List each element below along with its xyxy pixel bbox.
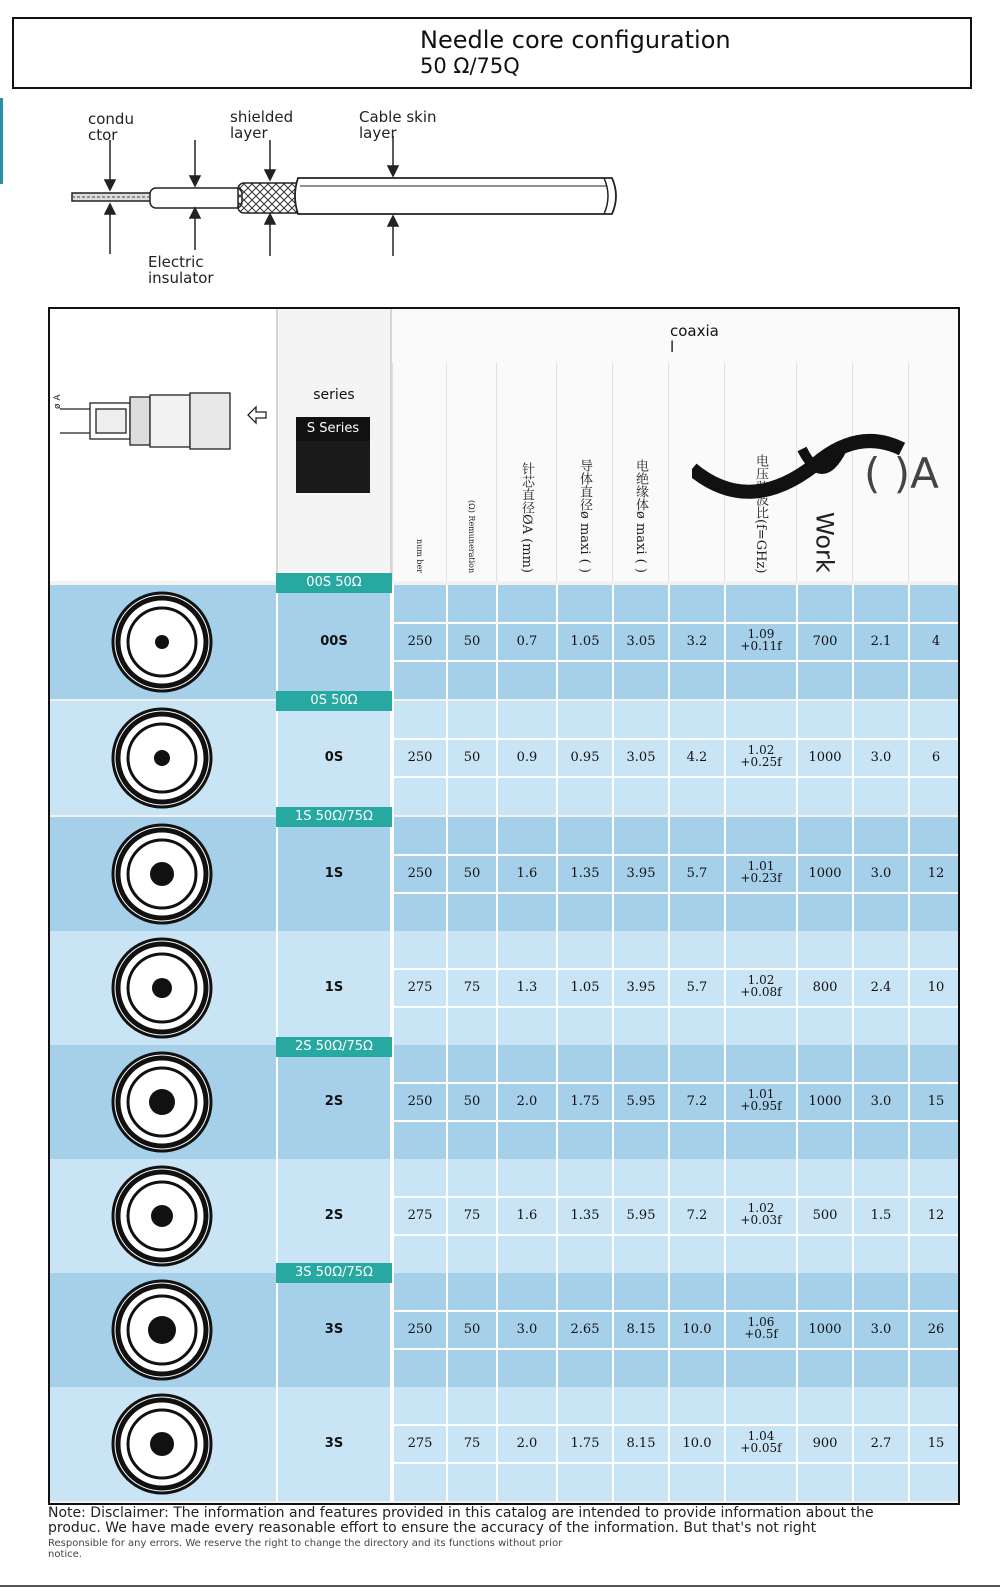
data-cell [724,1273,796,1387]
cell-value: 10 [927,980,945,995]
vswr-slope: +0.23f [740,871,782,885]
cell-value: 7.2 [686,1094,708,1109]
data-cell [908,1387,960,1501]
data-cell [724,1387,796,1501]
data-cell [796,585,852,699]
cell-value: 500 [812,1208,838,1223]
coax-cross-section-icon [50,1159,276,1273]
cell-value: 1.3 [516,980,538,995]
data-cell [556,1273,612,1387]
series-cell [276,931,392,1045]
data-cell [496,1273,556,1387]
coaxial-header [392,309,960,581]
data-cell [612,1159,668,1273]
coax-cross-section-icon [50,1045,276,1159]
column-header-label: 导体直径ø maxi ( ) [577,459,592,573]
cell-value: 5.95 [626,1208,656,1223]
data-cell [908,817,960,931]
vswr-value: 1.04 [747,1429,775,1443]
cell-value: 3.95 [626,980,656,995]
vswr-value: 1.06 [747,1315,775,1329]
coax-cross-section-icon [50,931,276,1045]
cell-value: 15 [927,1436,945,1451]
cell-value: 1000 [808,1322,842,1337]
data-cell [668,585,724,699]
cell-value: 1.35 [570,1208,600,1223]
series-cell [276,1159,392,1273]
data-cell [796,1045,852,1159]
table-row [50,585,960,699]
data-cell [852,1159,908,1273]
table-row [50,1387,960,1501]
table-row [50,701,960,815]
data-cell [446,1387,496,1501]
cell-value: 250 [407,1322,433,1337]
table-row [50,931,960,1045]
cell-value: 4 [931,634,941,649]
data-cell [556,931,612,1045]
vswr-value: 1.02 [747,1201,775,1215]
data-cell [668,1159,724,1273]
data-cell [852,701,908,815]
cell-value: 50 [463,866,481,881]
series-badge: 0S 50Ω [276,691,392,711]
cell-value: 1.05 [570,980,600,995]
data-cell [446,1045,496,1159]
vswr-slope: +0.08f [740,985,782,999]
data-cell [724,1045,796,1159]
data-cell [556,585,612,699]
data-cell [446,701,496,815]
cell-value: 10.0 [682,1322,712,1337]
corner-text: ( )A [864,449,939,498]
cell-value: 15 [927,1094,945,1109]
vswr-value: 1.09 [747,627,775,641]
cell-value: 1.75 [570,1094,600,1109]
data-cell [796,931,852,1045]
cell-value: 2.4 [870,980,892,995]
cell-value: 1.6 [516,1208,538,1223]
disclaimer-line-1: Note: Disclaimer: The information and features provided in this catalog are intended to provide information about the [48,1505,874,1521]
data-cell [496,1159,556,1273]
cell-value: 250 [407,750,433,765]
cell-value: 3.2 [686,634,708,649]
data-cell [446,1273,496,1387]
series-badge: 00S 50Ω [276,573,392,593]
column-header-4 [556,363,612,581]
connector-header [50,309,276,581]
data-cell [556,701,612,815]
cell-value: 2.1 [870,634,892,649]
column-header-label: (Ω) Remuneration [467,499,476,573]
data-cell [724,701,796,815]
series-box-image [296,441,370,493]
series-name: 00S [320,634,348,649]
series-name: 3S [324,1436,344,1451]
cell-value: 8.15 [626,1436,656,1451]
cell-value: 1.75 [570,1436,600,1451]
column-header-5 [612,363,668,581]
cell-value: 12 [927,1208,945,1223]
data-cell [612,1387,668,1501]
data-cell [908,1159,960,1273]
cell-value: 250 [407,1094,433,1109]
data-cell [908,1273,960,1387]
cell-value: 1.5 [870,1208,892,1223]
data-cell [852,817,908,931]
cell-value: 1.6 [516,866,538,881]
coax-cross-section-icon [50,585,276,699]
disclaimer-line-2: produc. We have made every reasonable effort to ensure the accuracy of the information. But that's not right [48,1520,817,1536]
data-cell [908,585,960,699]
data-cell [668,1045,724,1159]
data-cell [852,931,908,1045]
coax-cross-section-icon [50,701,276,815]
data-cell [724,585,796,699]
disclaimer-small: Responsible for any errors. We reserve the right to change the directory and its functions without prior notice. [48,1538,563,1560]
disclaimer [48,1506,968,1536]
data-cell [796,701,852,815]
cell-value: 275 [407,980,433,995]
data-cell [496,1045,556,1159]
data-cell [556,1159,612,1273]
data-cell [668,931,724,1045]
series-cell [276,585,392,699]
vswr-slope: +0.25f [740,755,782,769]
series-header [276,309,392,581]
column-header-label: 电压驻波比(f=GHz) [753,453,768,573]
page-subtitle: 50 Ω/75Q [420,54,520,78]
cell-value: 0.7 [516,634,538,649]
series-name: 1S [324,866,344,881]
data-cell [612,585,668,699]
series-cell [276,1387,392,1501]
series-name: 0S [324,750,344,765]
data-cell [496,817,556,931]
cell-value: 50 [463,1322,481,1337]
data-cell [556,1045,612,1159]
data-cell [796,817,852,931]
data-cell [496,701,556,815]
series-cell [276,1045,392,1159]
vswr-slope: +0.03f [740,1213,782,1227]
table-row [50,817,960,931]
data-cell [446,931,496,1045]
shielded-layer-label: shielded layer [230,108,294,142]
data-cell [392,1045,446,1159]
data-cell [612,701,668,815]
data-cell [612,931,668,1045]
vswr-slope: +0.11f [740,639,782,653]
series-cell [276,817,392,931]
data-cell [612,1045,668,1159]
cell-value: 3.0 [870,866,892,881]
series-name: 3S [324,1322,344,1337]
series-badge: 2S 50Ω/75Ω [276,1037,392,1057]
diameter-a-label: ø A [53,394,63,409]
cell-value: 900 [812,1436,838,1451]
data-cell [392,1273,446,1387]
data-cell [392,931,446,1045]
coax-cross-section-icon [50,817,276,931]
coax-cross-section-icon [50,1273,276,1387]
data-cell [392,1387,446,1501]
data-cell [908,1045,960,1159]
cell-value: 8.15 [626,1322,656,1337]
cell-value: 2.0 [516,1094,538,1109]
cable-skin-label: Cable skin layer [359,108,437,142]
cell-value: 50 [463,1094,481,1109]
cell-value: 50 [463,750,481,765]
data-cell [724,817,796,931]
data-cell [796,1273,852,1387]
column-header-3 [496,363,556,581]
cell-value: 3.0 [870,1322,892,1337]
data-cell [852,585,908,699]
data-cell [852,1387,908,1501]
table-row [50,1273,960,1387]
data-cell [796,1387,852,1501]
cell-value: 75 [463,1436,481,1451]
cell-value: 1000 [808,866,842,881]
series-box: S Series [296,417,370,441]
series-badge: 3S 50Ω/75Ω [276,1263,392,1283]
cell-value: 5.7 [686,866,708,881]
series-label: series [313,387,355,403]
cell-value: 12 [927,866,945,881]
connector-drawing [50,309,276,581]
conductor-label: condu ctor [88,110,134,144]
cell-value: 3.05 [626,634,656,649]
page-title: Needle core configuration [420,26,731,54]
data-cell [556,1387,612,1501]
series-cell [276,1273,392,1387]
data-cell [496,931,556,1045]
cell-value: 275 [407,1436,433,1451]
cell-value: 250 [407,634,433,649]
cell-value: 5.95 [626,1094,656,1109]
data-cell [496,585,556,699]
coaxial-label: coaxia l [670,322,719,356]
cell-value: 3.95 [626,866,656,881]
cell-value: 1000 [808,1094,842,1109]
cell-value: 0.95 [570,750,600,765]
title-box [12,17,972,89]
cell-value: 75 [463,1208,481,1223]
data-cell [908,701,960,815]
data-cell [668,1273,724,1387]
cell-value: 7.2 [686,1208,708,1223]
data-cell [796,1159,852,1273]
vswr-value: 1.01 [747,1087,775,1101]
data-cell [852,1045,908,1159]
data-cell [668,701,724,815]
data-cell [392,585,446,699]
cell-value: 700 [812,634,838,649]
table-row [50,1045,960,1159]
cell-value: 1000 [808,750,842,765]
cell-value: 5.7 [686,980,708,995]
data-cell [392,701,446,815]
cell-value: 2.7 [870,1436,892,1451]
data-cell [908,931,960,1045]
series-name: 2S [324,1094,344,1109]
column-header-label: num ber [415,538,424,573]
cell-value: 1.35 [570,866,600,881]
data-cell [446,585,496,699]
series-name: 2S [324,1208,344,1223]
cell-value: 50 [463,634,481,649]
column-header-label: 电绝缘体ø maxi ( ) [633,459,648,573]
column-header-1 [392,363,446,581]
cell-value: 275 [407,1208,433,1223]
cell-value: 3.0 [870,750,892,765]
column-header-2 [446,363,496,581]
cell-value: 10.0 [682,1436,712,1451]
column-header-label: 针芯直径ØA (mm) [519,462,534,573]
cell-value: 6 [931,750,941,765]
cell-value: 2.65 [570,1322,600,1337]
cell-value: 26 [927,1322,945,1337]
vswr-slope: +0.5f [744,1327,778,1341]
series-cell [276,701,392,815]
cell-value: 3.0 [870,1094,892,1109]
data-cell [446,1159,496,1273]
data-cell [496,1387,556,1501]
insulator-label: Electric insulator [148,253,214,287]
data-cell [392,817,446,931]
data-cell [612,817,668,931]
spec-table [48,307,960,1505]
vswr-slope: +0.95f [740,1099,782,1113]
cell-value: 2.0 [516,1436,538,1451]
vswr-slope: +0.05f [740,1441,782,1455]
series-badge: 1S 50Ω/75Ω [276,807,392,827]
column-header-label: Work [810,512,839,573]
cell-value: 0.9 [516,750,538,765]
data-cell [724,931,796,1045]
data-cell [612,1273,668,1387]
cell-value: 1.05 [570,634,600,649]
data-cell [852,1273,908,1387]
vswr-value: 1.02 [747,973,775,987]
vswr-value: 1.01 [747,859,775,873]
data-cell [668,1387,724,1501]
cell-value: 75 [463,980,481,995]
coax-cross-section-icon [50,1387,276,1501]
data-cell [724,1159,796,1273]
vswr-value: 1.02 [747,743,775,757]
cell-value: 4.2 [686,750,708,765]
bottom-divider [0,1585,1000,1587]
data-cell [668,817,724,931]
cell-value: 3.0 [516,1322,538,1337]
data-cell [446,817,496,931]
data-cell [556,817,612,931]
table-row [50,1159,960,1273]
cell-value: 800 [812,980,838,995]
data-cell [392,1159,446,1273]
cell-value: 3.05 [626,750,656,765]
series-name: 1S [324,980,344,995]
cell-value: 250 [407,866,433,881]
